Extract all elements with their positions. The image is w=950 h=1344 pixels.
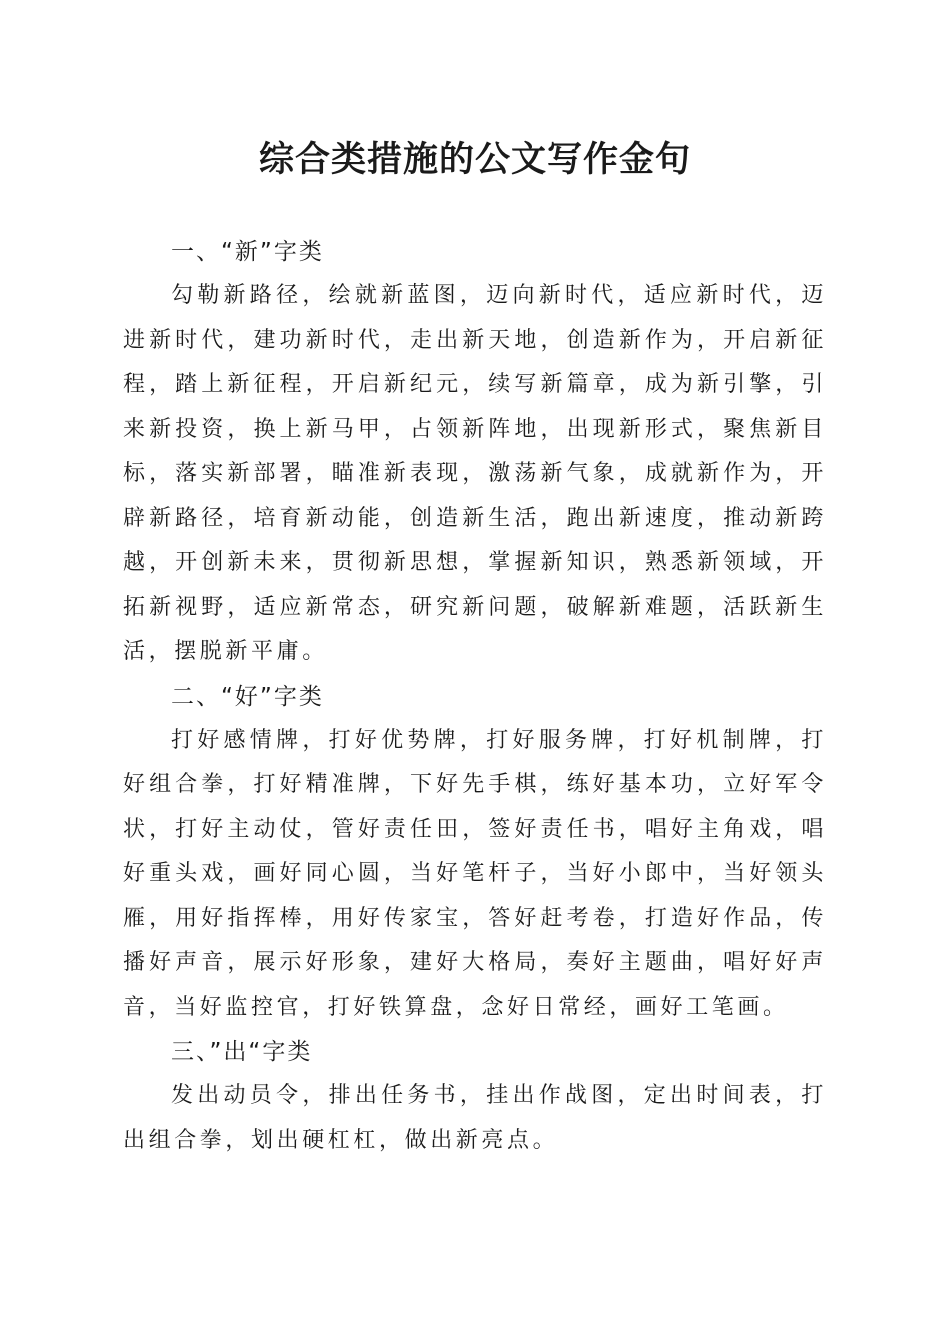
document-body	[123, 230, 827, 1163]
section-heading-xin: 一、“新”字类	[171, 239, 324, 265]
section-paragraph-xin: 勾勒新路径，绘就新蓝图，迈向新时代，适应新时代，迈进新时代，建功新时代，走出新天地，创造新作为，开启新征程，踏上新征程，开启新纪元，续写新篇章，成为新引擎，引来新投资，换上新马甲，占领新阵地，出现新形式，聚焦新目标，落实新部署，瞄准新表现，激荡新气象，成就新作为，开辟新路径，培育新动能，创造新生活，跑出新速度，推动新跨越，开创新未来，贯彻新思想，掌握新知识，熟悉新领域，开拓新视野，适应新常态，研究新问题，破解新难题，活跃新生活，摆脱新平庸。	[123, 283, 827, 664]
section-heading-chu: 三、”出“字类	[171, 1039, 313, 1065]
section-heading-hao: 二、“好”字类	[171, 683, 324, 710]
document-title: 综合类措施的公文写作金句	[258, 139, 691, 180]
section-paragraph-hao: 打好感情牌，打好优势牌，打好服务牌，打好机制牌，打好组合拳，打好精准牌，下好先手棋，练好基本功，立好军令状，打好主动仗，管好责任田，签好责任书，唱好主角戏，唱好重头戏，画好同心圆，当好笔杆子，当好小郎中，当好领头雁，用好指挥棒，用好传家宝，答好赶考卷，打造好作品，传播好声音，展示好形象，建好大格局，奏好主题曲，唱好好声音，当好监控官，打好铁算盘，念好日常经，画好工笔画。	[123, 727, 827, 1020]
section-paragraph-chu: 发出动员令，排出任务书，挂出作战图，定出时间表，打出组合拳，划出硬杠杠，做出新亮点。	[123, 1083, 827, 1153]
